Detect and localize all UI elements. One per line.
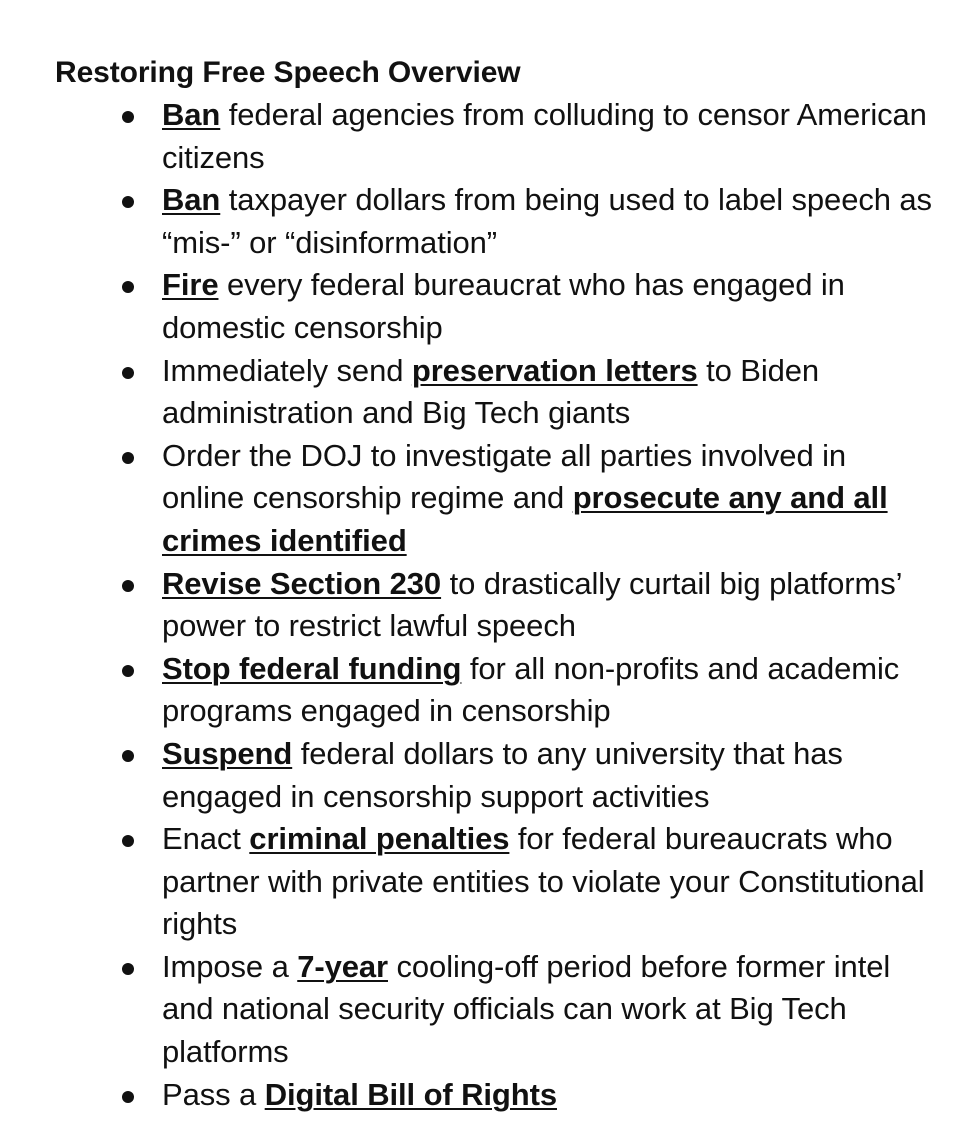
list-item: Enact criminal penalties for federal bureaucrats who partner with private entities to violate your Constitutional rights <box>162 818 932 946</box>
emphasis-text: Digital Bill of Rights <box>264 1076 557 1112</box>
emphasis-text: 7-year <box>297 948 388 984</box>
document-title: Restoring Free Speech Overview <box>55 56 521 89</box>
list-item: Revise Section 230 to drastically curtail big platforms’ power to restrict lawful speech <box>162 563 932 648</box>
bullet-icon <box>122 580 134 592</box>
bullet-icon <box>122 665 134 677</box>
emphasis-text: Ban <box>162 97 221 132</box>
list-item: Impose a 7-year cooling-off period before former intel and national security officials can work at Big Tech platforms <box>162 946 932 1074</box>
list-item: Stop federal funding for all non-profits and academic programs engaged in censorship <box>162 648 932 733</box>
list-item: Fire every federal bureaucrat who has engaged in domestic censorship <box>162 264 932 349</box>
emphasis-text: prosecute any and all crimes identified <box>162 480 888 558</box>
bullet-icon <box>122 835 134 847</box>
list-item: Ban federal agencies from colluding to censor American citizens <box>162 94 932 179</box>
emphasis-text: Suspend <box>162 735 293 771</box>
bullet-icon <box>122 367 134 379</box>
bullet-icon <box>122 963 134 975</box>
list-item: Ban taxpayer dollars from being used to label speech as “mis-” or “disinformation” <box>162 179 932 264</box>
emphasis-text: Revise Section 230 <box>162 565 442 601</box>
bullet-icon <box>122 196 134 208</box>
bullet-icon <box>122 111 134 123</box>
bullet-icon <box>122 750 134 762</box>
proposal-list <box>162 94 932 1116</box>
bullet-icon <box>122 452 134 464</box>
emphasis-text: Ban <box>162 182 221 218</box>
bullet-icon <box>122 1091 134 1103</box>
list-item: Suspend federal dollars to any university that has engaged in censorship support activities <box>162 733 932 818</box>
emphasis-text: Stop federal funding <box>162 650 462 686</box>
list-item: Immediately send preservation letters to Biden administration and Big Tech giants <box>162 350 932 435</box>
emphasis-text: preservation letters <box>411 352 698 388</box>
emphasis-text: criminal penalties <box>249 821 510 857</box>
list-item: Pass a Digital Bill of Rights <box>162 1074 932 1117</box>
bullet-icon <box>122 281 134 293</box>
emphasis-text: Fire <box>162 267 219 303</box>
list-item: Order the DOJ to investigate all parties involved in online censorship regime and prosecute any and all crimes identified <box>162 435 932 563</box>
